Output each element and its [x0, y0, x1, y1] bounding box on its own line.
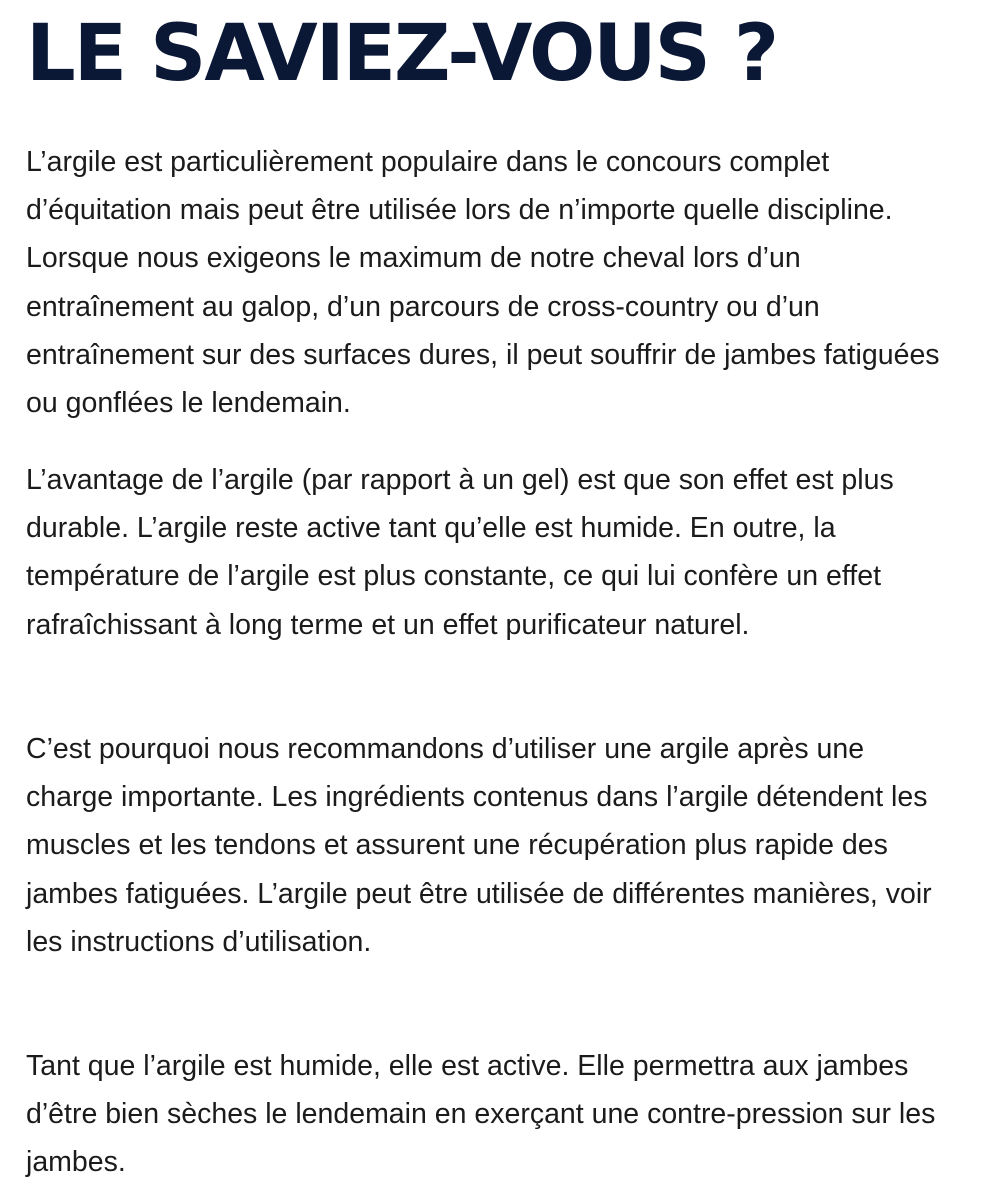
- paragraph-advantage: L’avantage de l’argile (par rapport à un gel) est que son effet est plus durable. L’argile reste active tant qu’elle est humide. En outre, la température de l’argile est plus constante, ce qui lui confère un effet rafraîchissant à long terme et un effet purificateur naturel.: [26, 464, 894, 641]
- paragraph-conclusion: Tant que l’argile est humide, elle est active. Elle permettra aux jambes d’être bien sèches le lendemain en exerçant une contre-pression sur les jambes.: [26, 1050, 936, 1179]
- article: [26, 0, 966, 1179]
- page-title: LE SAVIEZ-VOUS ?: [26, 9, 778, 99]
- paragraph-recommendation: C’est pourquoi nous recommandons d’utiliser une argile après une charge importante. Les ingrédients contenus dans l’argile détendent les muscles et les tendons et assurent une récupération plus rapide des jambes fatiguées. L’argile peut être utilisée de différentes manières, voir les instructions d’utilisation.: [26, 733, 932, 958]
- paragraph-intro: L’argile est particulièrement populaire dans le concours complet d’équitation mais peut être utilisée lors de n’importe quelle discipline. Lorsque nous exigeons le maximum de notre cheval lors d’un entraînement au galop, d’un parcours de cross-country ou d’un entraînement sur des surfaces dures, il peut souffrir de jambes fatiguées ou gonflées le lendemain.: [26, 146, 940, 420]
